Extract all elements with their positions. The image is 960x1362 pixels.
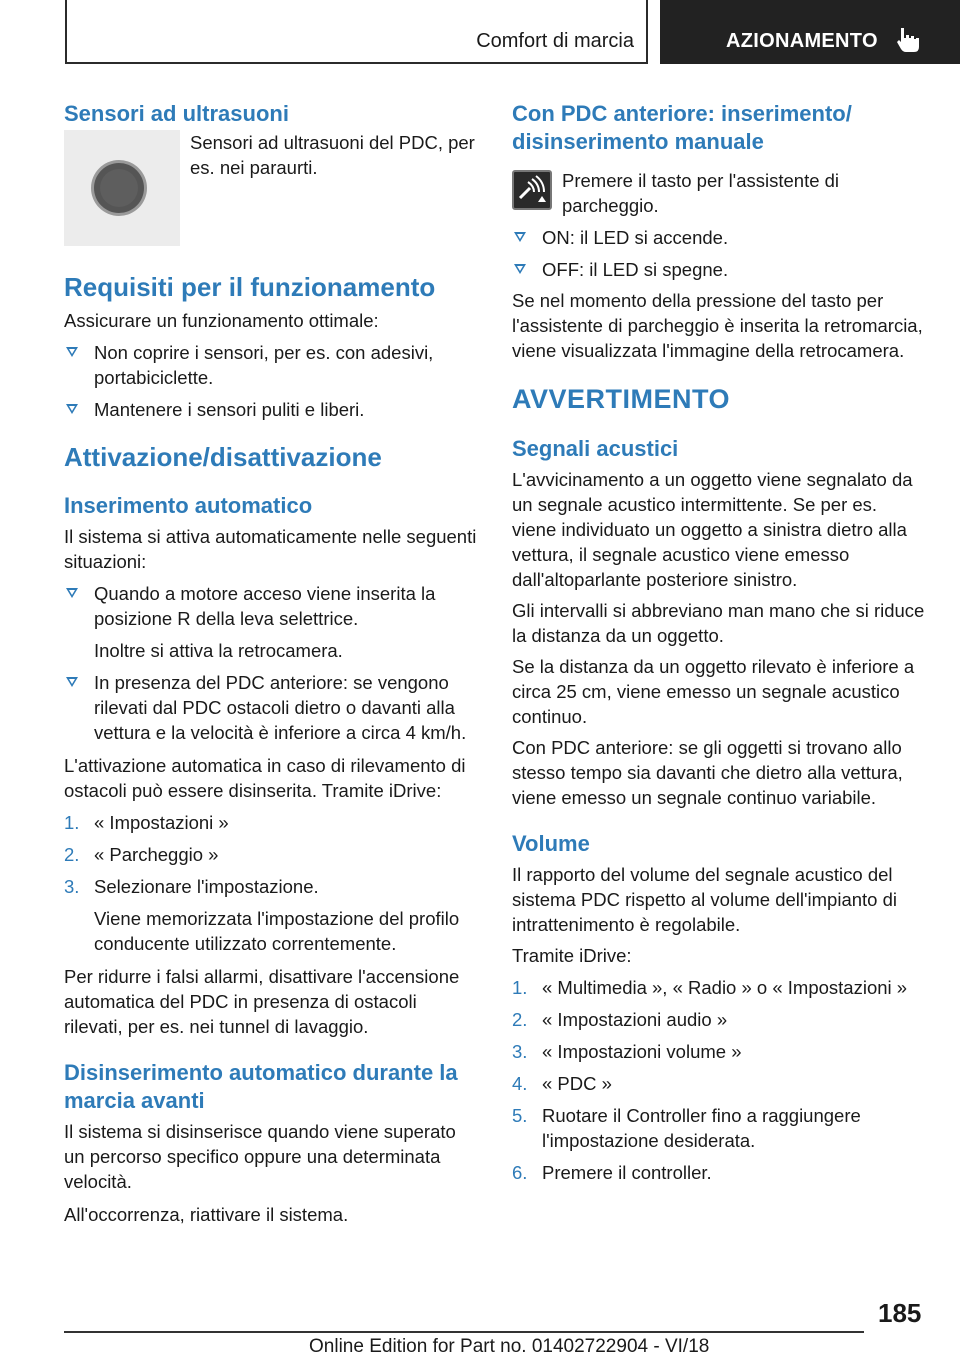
header-chapter-title: AZIONAMENTO <box>726 30 878 52</box>
requirements-list <box>64 340 478 422</box>
list-item: OFF: il LED si spegne. <box>512 257 926 282</box>
list-item: 1. « Multimedia », « Radio » o « Impostazioni » <box>512 977 908 998</box>
list-item: 3. « Impostazioni volume » <box>512 1041 742 1062</box>
acoustic-text-1: L'avvicinamento a un oggetto viene segnalato da un segnale acustico intermittente. Se per es. viene individuato un oggetto a sinistra dietro alla vettura, il segnale acustico viene emesso dall'altoparlante posteriore sinistro. <box>512 469 913 590</box>
triangle-bullet-icon <box>66 404 78 414</box>
forward-heading: Disinserimento automatico durante la marcia avanti <box>64 1060 458 1113</box>
pdc-button-icon <box>512 170 552 210</box>
header-section-box <box>65 0 648 64</box>
requirements-intro: Assicurare un funzionamento ottimale: <box>64 310 379 331</box>
acoustic-heading: Segnali acustici <box>512 436 679 461</box>
volume-text-1: Il rapporto del volume del segnale acustico del sistema PDC rispetto al volume dell'impianto di intrattenimento è regolabile. <box>512 864 897 935</box>
front-pdc-heading: Con PDC anteriore: inserimento/ disinserimento manuale <box>512 101 852 154</box>
idrive-steps <box>64 810 478 956</box>
warning-heading: AVVERTIMENTO <box>512 384 731 414</box>
footer-divider <box>64 1331 864 1333</box>
list-item: 2. « Parcheggio » <box>64 844 219 865</box>
triangle-bullet-icon <box>66 588 78 598</box>
sensor-image <box>64 130 180 246</box>
list-item: Non coprire i sensori, per es. con adesivi, portabiciclette. <box>64 340 478 390</box>
front-pdc-text: Se nel momento della pressione del tasto per l'assistente di parcheggio è inserita la retromarcia, viene visualizzata l'immagine della retrocamera. <box>512 290 923 361</box>
list-item: ON: il LED si accende. <box>512 225 926 250</box>
list-item: 5. Ruotare il Controller fino a raggiungere l'impostazione desiderata. <box>512 1105 861 1151</box>
triangle-bullet-icon <box>514 264 526 274</box>
triangle-bullet-icon <box>66 677 78 687</box>
left-column <box>64 100 478 1227</box>
list-item: 1. « Impostazioni » <box>64 812 229 833</box>
parking-waves-icon <box>514 172 550 208</box>
auto-disable-text: L'attivazione automatica in caso di rilevamento di ostacoli può essere disinserita. Tramite iDrive: <box>64 755 466 801</box>
footer-edition: Online Edition for Part no. 01402722904 - VI/18 <box>309 1336 710 1357</box>
triangle-bullet-icon <box>66 347 78 357</box>
volume-steps <box>512 975 926 1185</box>
header-section-title: Comfort di marcia <box>476 30 634 52</box>
acoustic-text-4: Con PDC anteriore: se gli oggetti si trovano allo stesso tempo sia davanti che dietro alla vettura, viene emesso un segnale continuo variabile. <box>512 737 903 808</box>
volume-heading: Volume <box>512 831 590 856</box>
list-item-note: Viene memorizzata l'impostazione del profilo conducente utilizzato correntemente. <box>94 908 460 954</box>
acoustic-text-3: Se la distanza da un oggetto rilevato è inferiore a circa 25 cm, viene emesso un segnale acustico continuo. <box>512 656 915 727</box>
triangle-bullet-icon <box>514 232 526 242</box>
list-item: Quando a motore acceso viene inserita la posizione R della leva selettrice. Inoltre si attiva la retrocamera. <box>64 581 478 663</box>
volume-text-2: Tramite iDrive: <box>512 945 632 966</box>
sensors-figure <box>64 130 478 246</box>
ultrasonic-sensor-icon <box>94 163 144 213</box>
hand-pointer-icon <box>894 24 924 54</box>
activation-heading: Attivazione/disattivazione <box>64 442 382 472</box>
list-item-note: Inoltre si attiva la retrocamera. <box>94 640 343 661</box>
auto-activation-heading: Inserimento automatico <box>64 493 313 518</box>
list-item: 6. Premere il controller. <box>512 1162 712 1183</box>
forward-text-2: All'occorrenza, riattivare il sistema. <box>64 1204 349 1225</box>
auto-activation-list <box>64 581 478 745</box>
sensors-heading: Sensori ad ultrasuoni <box>64 101 289 126</box>
forward-text: Il sistema si disinserisce quando viene superato un percorso specifico oppure una determinata velocità. <box>64 1121 456 1192</box>
page-number: 185 <box>878 1298 922 1328</box>
list-item: 4. « PDC » <box>512 1073 612 1094</box>
list-item: Mantenere i sensori puliti e liberi. <box>64 397 478 422</box>
sensors-caption: Sensori ad ultrasuoni del PDC, per es. nei paraurti. <box>190 132 475 178</box>
list-item: 3. Selezionare l'impostazione. Viene memorizzata l'impostazione del profilo conducente utilizzato correntemente. <box>64 874 478 956</box>
list-item: In presenza del PDC anteriore: se vengono rilevati dal PDC ostacoli dietro o davanti alla vettura e la velocità è inferiore a circa 4 km/h. <box>64 670 478 745</box>
list-item: 2. « Impostazioni audio » <box>512 1009 728 1030</box>
pdc-button-caption: Premere il tasto per l'assistente di parcheggio. <box>562 170 840 216</box>
auto-activation-intro: Il sistema si attiva automaticamente nelle seguenti situazioni: <box>64 526 477 572</box>
acoustic-text-2: Gli intervalli si abbreviano man mano che si riduce la distanza da un oggetto. <box>512 600 925 646</box>
requirements-heading: Requisiti per il funzionamento <box>64 272 436 302</box>
header-chapter-box <box>660 0 960 64</box>
front-pdc-list <box>512 225 926 282</box>
false-alarm-text: Per ridurre i falsi allarmi, disattivare l'accensione automatica del PDC in presenza di ostacoli rilevati, per es. nei tunnel di lavaggio. <box>64 966 460 1037</box>
pdc-button-figure <box>512 168 926 218</box>
right-column <box>512 100 926 1185</box>
